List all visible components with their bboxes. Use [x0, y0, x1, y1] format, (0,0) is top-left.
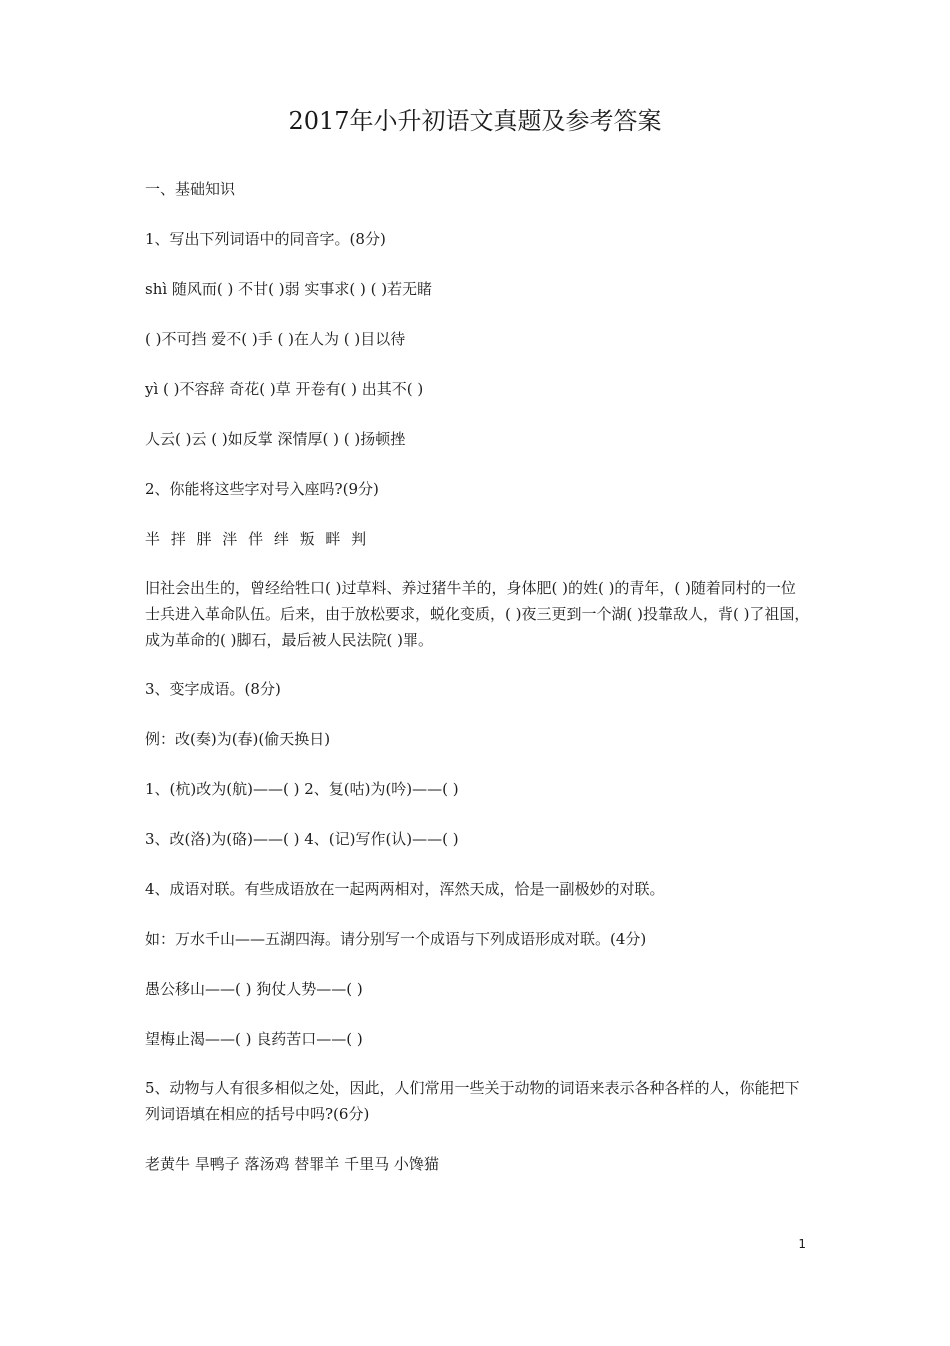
question-4-heading: 4、成语对联。有些成语放在一起两两相对，浑然天成，恰是一副极妙的对联。 — [145, 880, 665, 898]
question-2-passage: 旧社会出生的，曾经给牲口( )过草料、养过猪牛羊的，身体肥( )的姓( )的青年，( )随着同村的一位士兵进入革命队伍。后来，由于放松要求，蜕化变质，( )夜三更到一个湖( )投靠敌人，背( )了祖国，成为革命的( )脚石，最后被人民法院( )罪。 — [145, 579, 810, 649]
page-title: 2017年小升初语文真题及参考答案 — [288, 107, 662, 135]
section-heading-basic-knowledge: 一、基础知识 — [145, 180, 236, 198]
question-4-line-1: 愚公移山——( ) 狗仗人势——( ) — [145, 980, 363, 998]
question-5-heading: 5、动物与人有很多相似之处，因此，人们常用一些关于动物的词语来表示各种各样的人，你能把下列词语填在相应的括号中吗?(6分) — [145, 1079, 800, 1123]
question-1-line-4: 人云( )云 ( )如反掌 深情厚( ) ( )扬顿挫 — [145, 430, 406, 448]
question-5-words: 老黄牛 旱鸭子 落汤鸡 替罪羊 千里马 小馋猫 — [145, 1155, 439, 1173]
question-3-heading: 3、变字成语。(8分) — [145, 680, 281, 698]
question-4-line-2: 望梅止渴——( ) 良药苦口——( ) — [145, 1030, 363, 1048]
page-number: 1 — [798, 1237, 806, 1251]
question-4-instruction: 如：万水千山——五湖四海。请分别写一个成语与下列成语形成对联。(4分) — [145, 930, 647, 948]
question-3-line-1: 1、(杭)改为(航)——( ) 2、复(咕)为(吟)——( ) — [145, 780, 459, 798]
question-1-heading: 1、写出下列词语中的同音字。(8分) — [145, 230, 386, 248]
question-1-line-2: ( )不可挡 爱不( )手 ( )在人为 ( )目以待 — [145, 330, 406, 348]
question-1-line-1: shì 随风而( ) 不甘( )弱 实事求( ) ( )若无睹 — [145, 280, 433, 298]
question-3-example: 例：改(奏)为(春)(偷天换日) — [145, 730, 331, 748]
question-3-line-2: 3、改(洛)为(硌)——( ) 4、(记)写作(认)——( ) — [145, 830, 459, 848]
question-1-line-3: yì ( )不容辞 奇花( )草 开卷有( ) 出其不( ) — [145, 380, 424, 398]
question-2-characters: 半 拌 胖 泮 伴 绊 叛 畔 判 — [145, 530, 367, 548]
question-2-heading: 2、你能将这些字对号入座吗?(9分) — [145, 480, 379, 498]
